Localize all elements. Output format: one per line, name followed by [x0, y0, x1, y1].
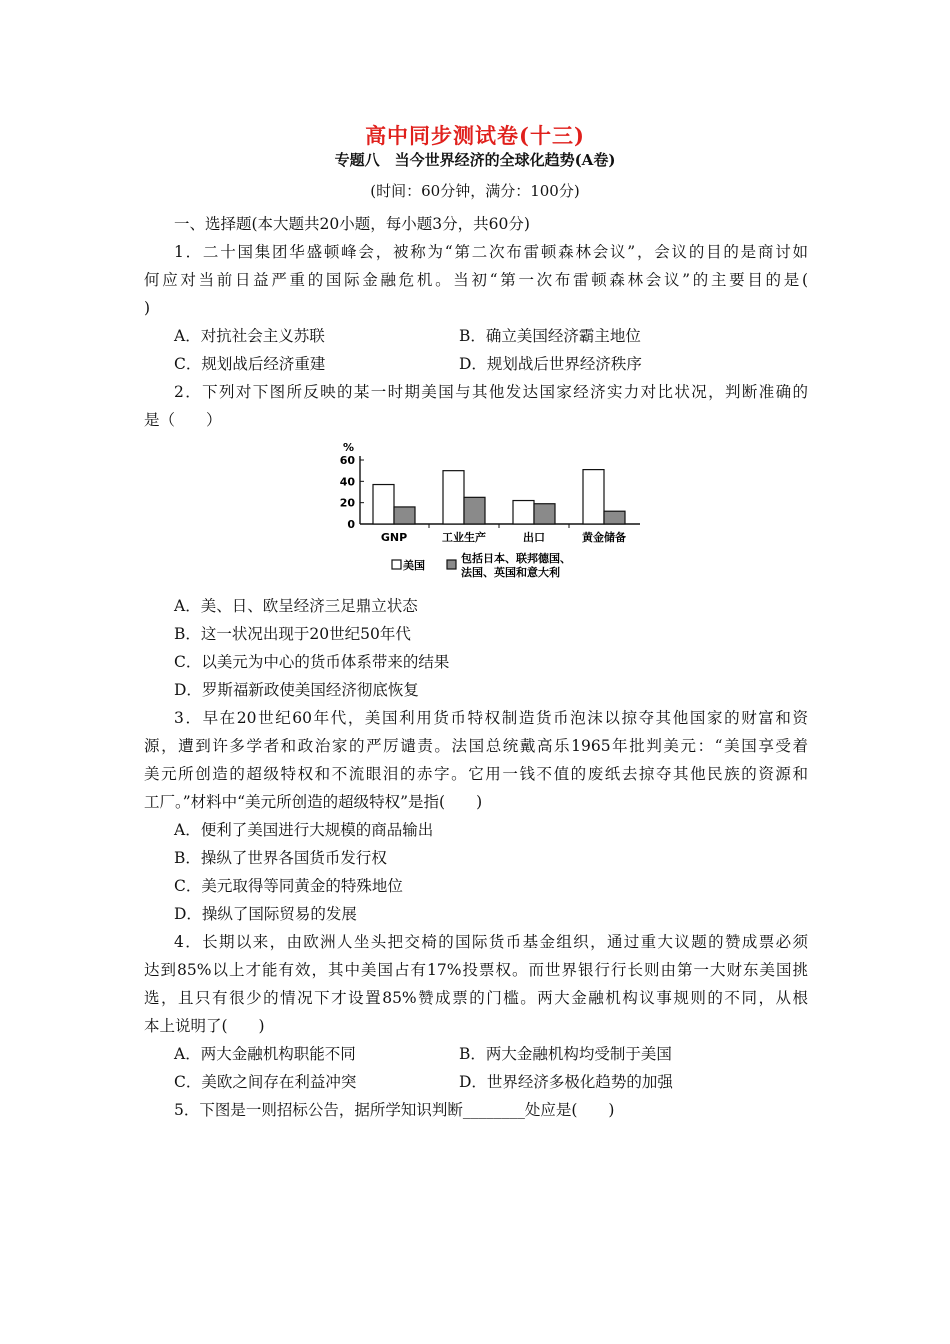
economic-strength-bar-chart	[330, 436, 650, 581]
section-heading: 一、选择题(本大题共20小题，每小题3分，共60分)	[174, 215, 530, 233]
exam-subtitle: 专题八 当今世界经济的全球化趋势(A卷)	[334, 151, 616, 169]
q1-stem-line-3: )	[144, 299, 151, 317]
q2-option-c[interactable]: C．以美元为中心的货币体系带来的结果	[174, 653, 450, 671]
q4-option-c[interactable]: C．美欧之间存在利益冲突	[174, 1073, 357, 1091]
q3-stem-line-3: 美元所创造的超级特权和不流眼泪的赤字。它用一钱不值的废纸去掠夺其他民族的资源和	[144, 765, 808, 783]
bar-others-3	[534, 504, 555, 524]
bar-others-1	[394, 507, 415, 524]
q2-stem-line-2: 是（ ）	[144, 411, 222, 429]
legend-label-us: 美国	[403, 559, 425, 572]
y-tick-label: 0	[347, 518, 355, 531]
time-info: (时间：60分钟，满分：100分)	[370, 182, 580, 200]
y-tick-label: 20	[339, 496, 355, 510]
q4-stem-line-4: 本上说明了( )	[144, 1017, 265, 1035]
legend-swatch-us	[392, 560, 401, 569]
x-category-label: 黄金储备	[582, 531, 626, 544]
bar-us-1	[373, 485, 394, 524]
q1-stem-line-2: 何应对当前日益严重的国际金融危机。当初“第一次布雷顿森林会议”的主要目的是(	[144, 271, 808, 289]
q3-stem-line-1: 3．早在20世纪60年代，美国利用货币特权制造货币泡沫以掠夺其他国家的财富和资	[174, 709, 808, 727]
q4-option-d[interactable]: D．世界经济多极化趋势的加强	[459, 1073, 673, 1091]
x-category-label: 工业生产	[442, 531, 486, 544]
bar-others-2	[464, 497, 485, 524]
q3-option-a[interactable]: A．便利了美国进行大规模的商品输出	[174, 821, 434, 839]
q3-stem-line-4: 工厂。”材料中“美元所创造的超级特权”是指( )	[144, 793, 483, 811]
q4-stem-line-3: 选，且只有很少的情况下才设置85%赞成票的门槛。两大金融机构议事规则的不同，从根	[144, 989, 808, 1007]
bar-us-4	[583, 470, 604, 524]
q1-option-d[interactable]: D．规划战后世界经济秩序	[459, 355, 642, 373]
y-axis-unit-label: %	[343, 441, 355, 454]
q5-stem: 5．下图是一则招标公告，据所学知识判断________处应是( )	[174, 1101, 615, 1119]
bar-others-4	[604, 511, 625, 524]
q4-stem-line-2: 达到85%以上才能有效，其中美国占有17%投票权。而世界银行行长则由第一大财东美国挑	[144, 961, 808, 979]
q1-stem-line-1: 1．二十国集团华盛顿峰会，被称为“第二次布雷顿森林会议”，会议的目的是商讨如	[174, 243, 808, 261]
q2-option-b[interactable]: B．这一状况出现于20世纪50年代	[174, 625, 411, 643]
chart-legend	[392, 551, 571, 579]
exam-title: 高中同步测试卷(十三)	[365, 123, 585, 148]
q2-option-a[interactable]: A．美、日、欧呈经济三足鼎立状态	[174, 597, 418, 615]
x-category-label: GNP	[380, 531, 408, 544]
bar-us-2	[443, 471, 464, 524]
q4-stem-line-1: 4．长期以来，由欧洲人坐头把交椅的国际货币基金组织，通过重大议题的赞成票必须	[174, 933, 808, 951]
y-tick-label: 60	[339, 454, 355, 467]
q2-option-d[interactable]: D．罗斯福新政使美国经济彻底恢复	[174, 681, 419, 699]
legend-label-others-line-2: 法国、英国和意大利	[461, 566, 560, 579]
legend-swatch-others	[447, 560, 456, 569]
q1-option-c[interactable]: C．规划战后经济重建	[174, 355, 326, 373]
q3-stem-line-2: 源，遭到许多学者和政治家的严厉谴责。法国总统戴高乐1965年批判美元：“美国享受着	[144, 737, 808, 755]
q1-option-b[interactable]: B．确立美国经济霸主地位	[459, 327, 641, 345]
x-category-label: 出口	[523, 531, 545, 544]
legend-label-others-line-1: 包括日本、联邦德国、	[461, 552, 571, 565]
q3-option-d[interactable]: D．操纵了国际贸易的发展	[174, 905, 357, 923]
q4-option-a[interactable]: A．两大金融机构职能不同	[174, 1045, 356, 1063]
y-tick-label: 40	[339, 475, 355, 489]
q2-stem-line-1: 2．下列对下图所反映的某一时期美国与其他发达国家经济实力对比状况，判断准确的	[174, 383, 808, 401]
bar-us-3	[513, 501, 534, 524]
q1-option-a[interactable]: A．对抗社会主义苏联	[174, 327, 325, 345]
q3-option-b[interactable]: B．操纵了世界各国货币发行权	[174, 849, 387, 867]
q4-option-b[interactable]: B．两大金融机构均受制于美国	[459, 1045, 672, 1063]
q3-option-c[interactable]: C．美元取得等同黄金的特殊地位	[174, 877, 403, 895]
